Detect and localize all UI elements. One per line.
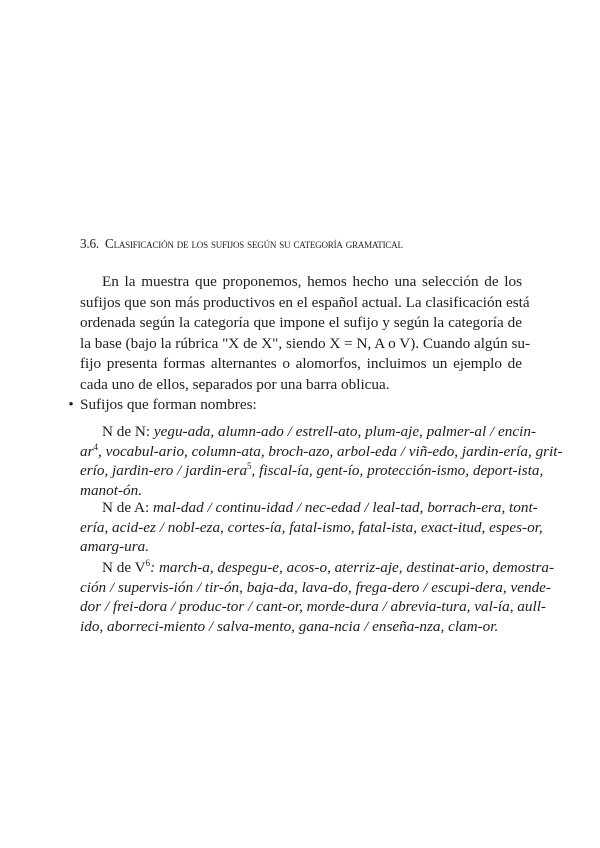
group-line: [80, 422, 537, 442]
examples-text: ería, acid-ez / nobl-eza, cortes-ía, fatal-ismo, fatal-ista, exact-itud, espes-or,: [80, 518, 543, 536]
group-line: [80, 537, 522, 557]
intro-paragraph: [80, 272, 531, 395]
group-line: [80, 597, 546, 617]
footnote-ref: 4: [93, 441, 99, 452]
examples-text: manot-ón.: [80, 481, 143, 499]
group-label: N de N:: [102, 423, 151, 440]
bullet-text: Sufijos que forman nombres:: [80, 396, 257, 413]
bullet-heading: [62, 396, 462, 414]
examples-text: , fiscal-ía, gent-ío, protección-ismo, deport-ista,: [251, 462, 544, 479]
section-title: Clasificación de los sufijos según su categoría gramatical: [104, 236, 403, 251]
examples-text: ido, aborreci-miento / salva-mento, gana-ncia / enseña-nza, clam-or.: [80, 617, 499, 635]
group-line: [80, 498, 538, 518]
intro-line: la base (bajo la rúbrica "X de X", siendo X = N, A o V). Cuando algún su-: [80, 334, 531, 352]
examples-text: amarg-ura.: [80, 538, 150, 555]
intro-line: En la muestra que proponemos, hemos hecho una selección de los: [102, 273, 522, 290]
bullet-icon: •: [68, 396, 74, 413]
group-line: [80, 617, 522, 637]
intro-line: sufijos que son más productivos en el español actual. La clasificación está: [80, 293, 530, 311]
group-n-de-n: [80, 422, 563, 500]
examples-text: , vocabul-ario, column-ata, broch-azo, arbol-eda / viñ-edo, jardin-ería, grit-: [98, 442, 563, 460]
intro-line: cada uno de ellos, separados por una barra oblicua.: [80, 375, 390, 393]
examples-text: ción / supervis-ión / tir-ón, baja-da, lava-do, frega-dero / escupi-dera, vende-: [80, 578, 551, 596]
group-line: [80, 441, 563, 462]
group-n-de-a: [80, 498, 543, 557]
examples-text: mal-dad / continu-idad / nec-edad / leal-tad, borrach-era, tont-: [153, 499, 538, 516]
group-line: [80, 578, 551, 598]
footnote-ref: 6: [145, 557, 151, 568]
examples-text: dor / frei-dora / produc-tor / cant-or, morde-dura / abrevia-tura, val-ía, aull-: [80, 598, 546, 615]
examples-text: yegu-ada, alumn-ado / estrell-ato, plum-aje, palmer-al / encin-: [153, 423, 537, 440]
group-line: [80, 460, 544, 481]
footnote-ref: 5: [247, 460, 252, 471]
group-n-de-v: [80, 557, 555, 636]
group-label: N de A:: [102, 499, 150, 516]
examples-text: : march-a, despegu-e, acos-o, aterriz-aje, destinat-ario, demostra-: [150, 559, 555, 576]
intro-line: fijo presenta formas alternantes o alomorfos, incluimos un ejemplo de: [80, 355, 522, 372]
group-label: N de V: [102, 559, 146, 576]
section-heading: [80, 236, 540, 252]
group-line: [80, 518, 543, 538]
section-number: 3.6.: [80, 236, 99, 251]
intro-line: ordenada según la categoría que impone el sufijo y según la categoría de: [80, 314, 522, 331]
examples-text: erío, jardin-ero / jardin-era: [80, 462, 248, 479]
group-line: [80, 557, 555, 578]
examples-text: ar: [80, 442, 94, 460]
